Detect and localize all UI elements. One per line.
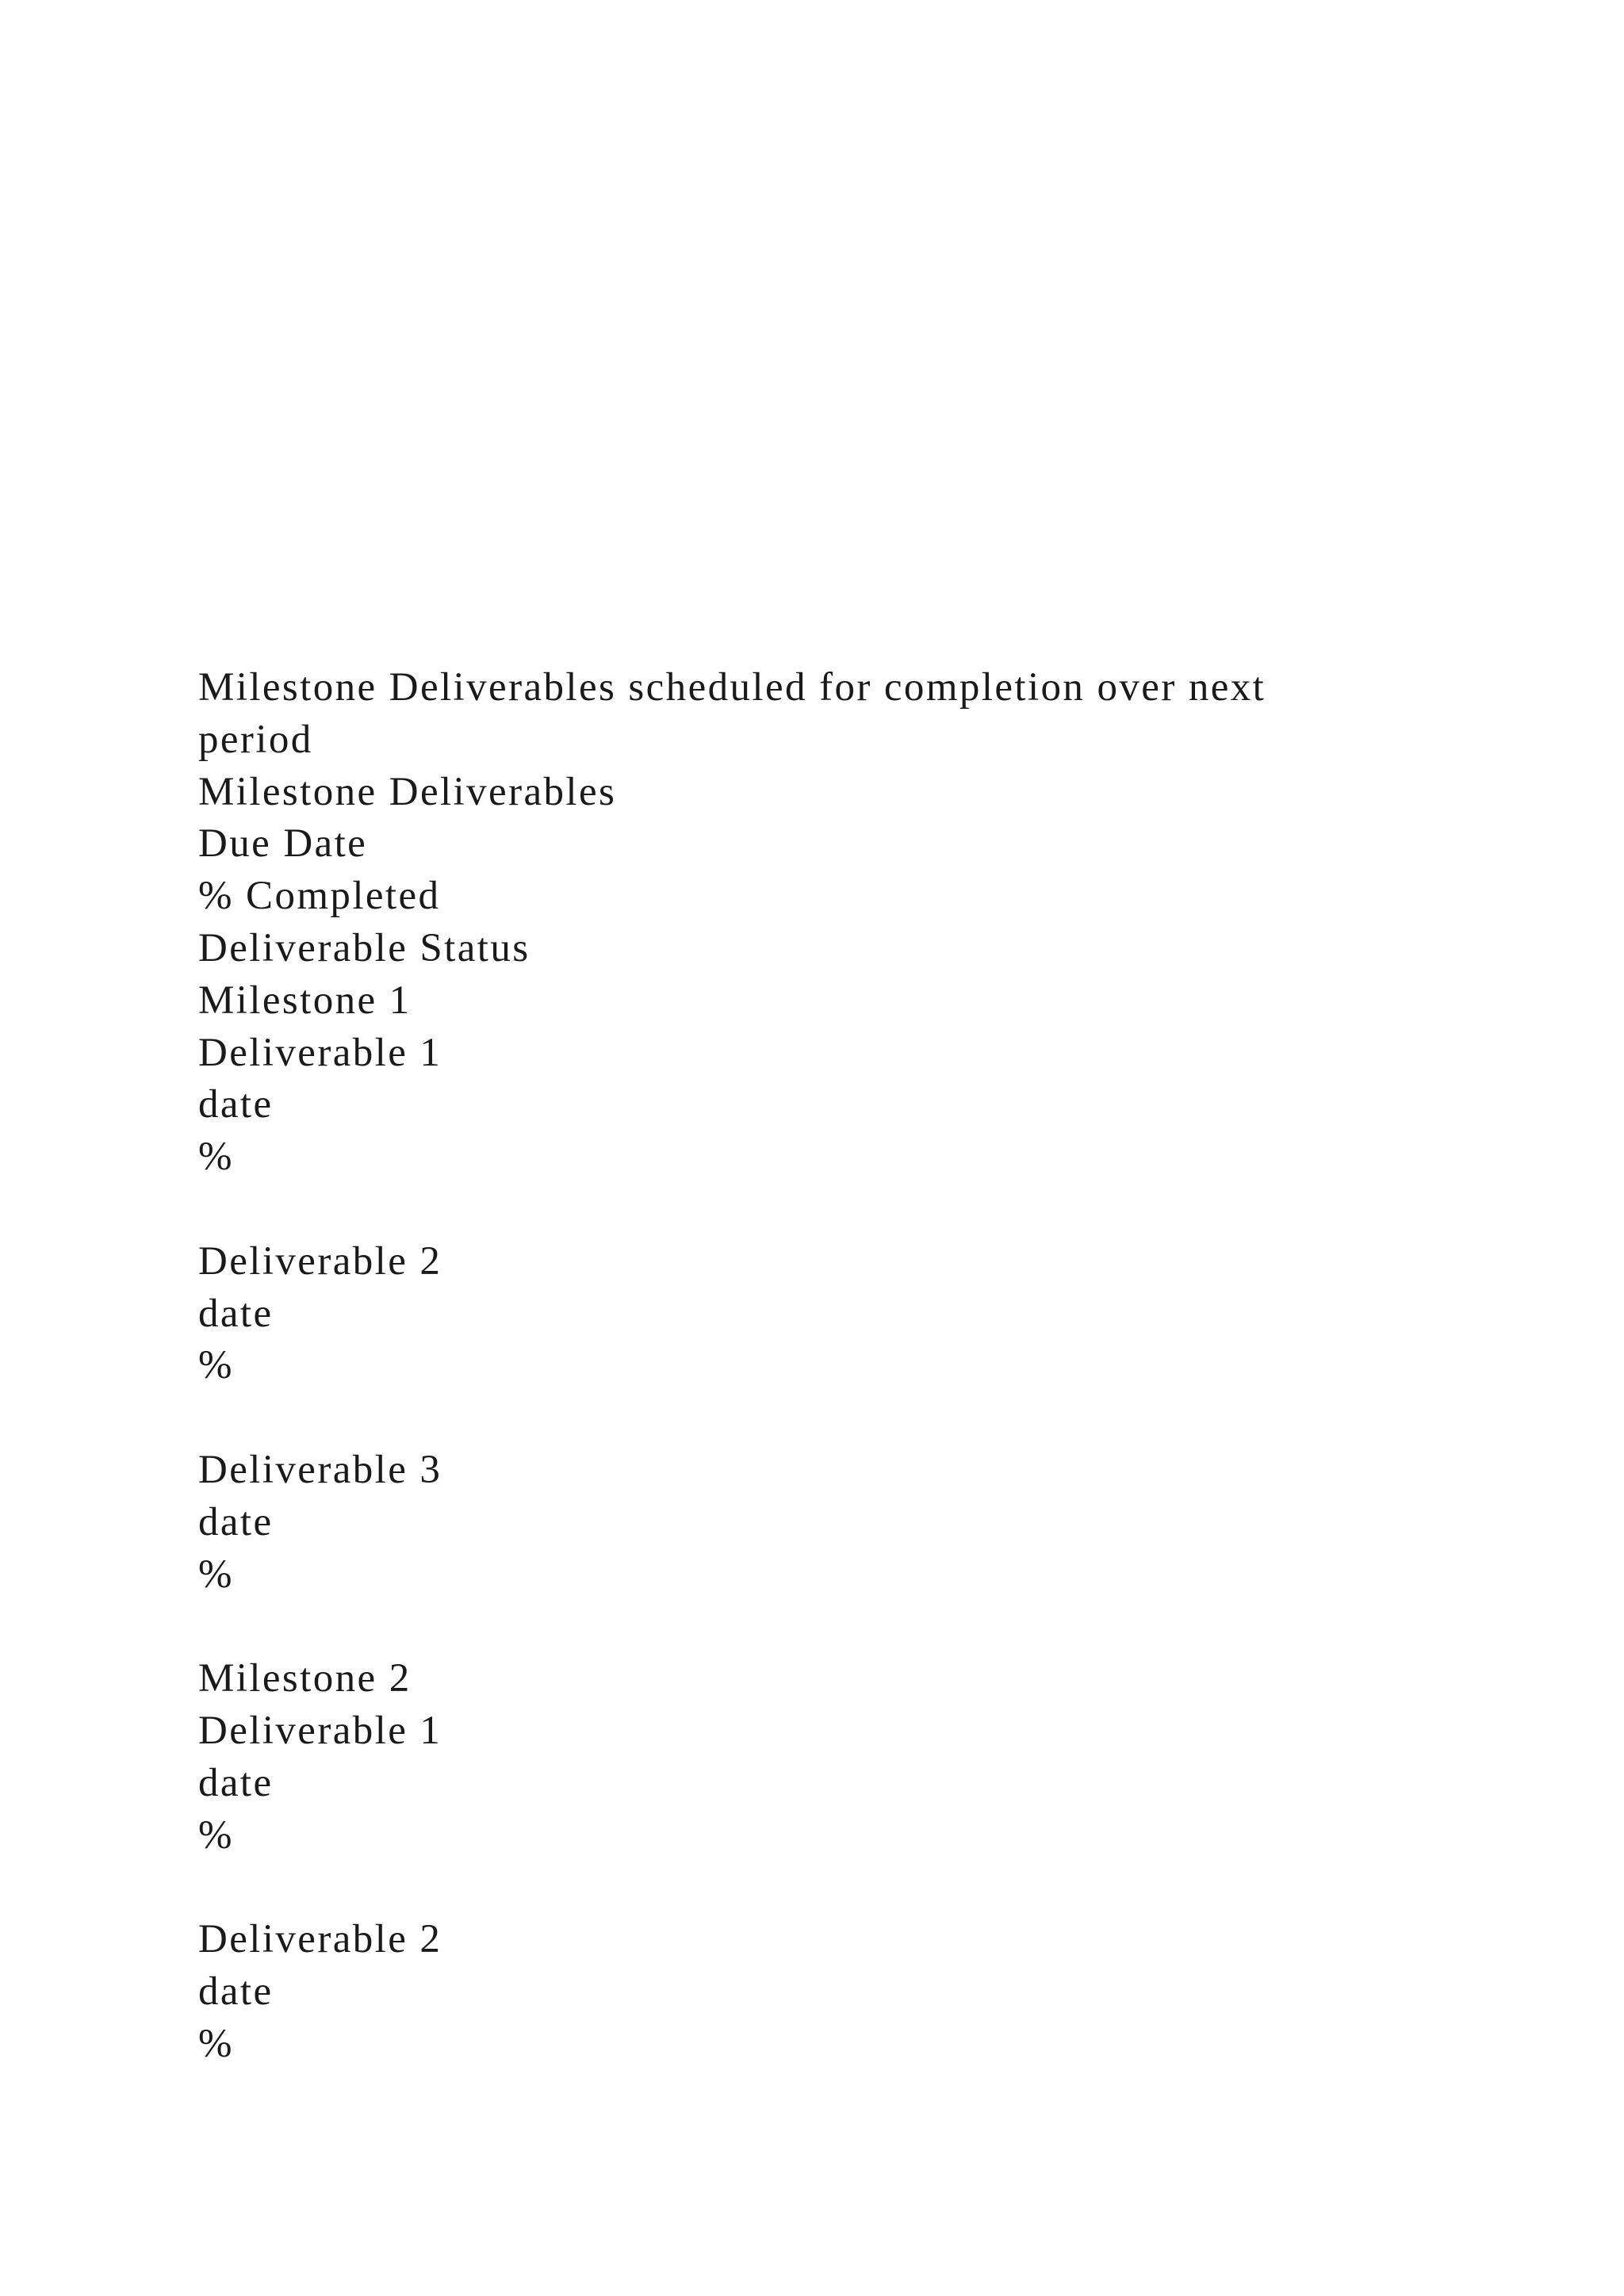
- header-due-date: Due Date: [198, 821, 368, 867]
- header-deliverables: Milestone Deliverables: [198, 769, 617, 814]
- milestone-2-label: Milestone 2: [198, 1656, 412, 1701]
- m1-deliverable-1-pct: %: [198, 1135, 234, 1180]
- m1-deliverable-1-due: date: [198, 1082, 274, 1127]
- m1-deliverable-2-due: date: [198, 1291, 274, 1336]
- m2-deliverable-1-due: date: [198, 1760, 274, 1805]
- m2-deliverable-1-name: Deliverable 1: [198, 1708, 442, 1753]
- m2-deliverable-2-due: date: [198, 1969, 274, 2014]
- header-status: Deliverable Status: [198, 925, 530, 970]
- m2-deliverable-1-status: [198, 1862, 1435, 1914]
- m1-deliverable-3-pct: %: [198, 1552, 234, 1597]
- m1-deliverable-3-status: [198, 1601, 1435, 1653]
- m1-deliverable-1-status: [198, 1184, 1435, 1236]
- m1-deliverable-3-due: date: [198, 1499, 274, 1544]
- milestone-1-label: Milestone 1: [198, 978, 412, 1023]
- m1-deliverable-1-name: Deliverable 1: [198, 1030, 442, 1075]
- document-body: [198, 662, 1435, 2071]
- m1-deliverable-2-status: [198, 1392, 1435, 1445]
- title-line-1: Milestone Deliverables scheduled for completion over next: [198, 665, 1266, 710]
- m2-deliverable-1-pct: %: [198, 1812, 234, 1858]
- m1-deliverable-2-pct: %: [198, 1343, 234, 1388]
- m2-deliverable-2-name: Deliverable 2: [198, 1917, 442, 1962]
- m1-deliverable-2-name: Deliverable 2: [198, 1238, 442, 1284]
- title-line-2: period: [198, 717, 313, 762]
- m2-deliverable-2-pct: %: [198, 2021, 234, 2066]
- m1-deliverable-3-name: Deliverable 3: [198, 1447, 442, 1492]
- header-completed: % Completed: [198, 874, 441, 919]
